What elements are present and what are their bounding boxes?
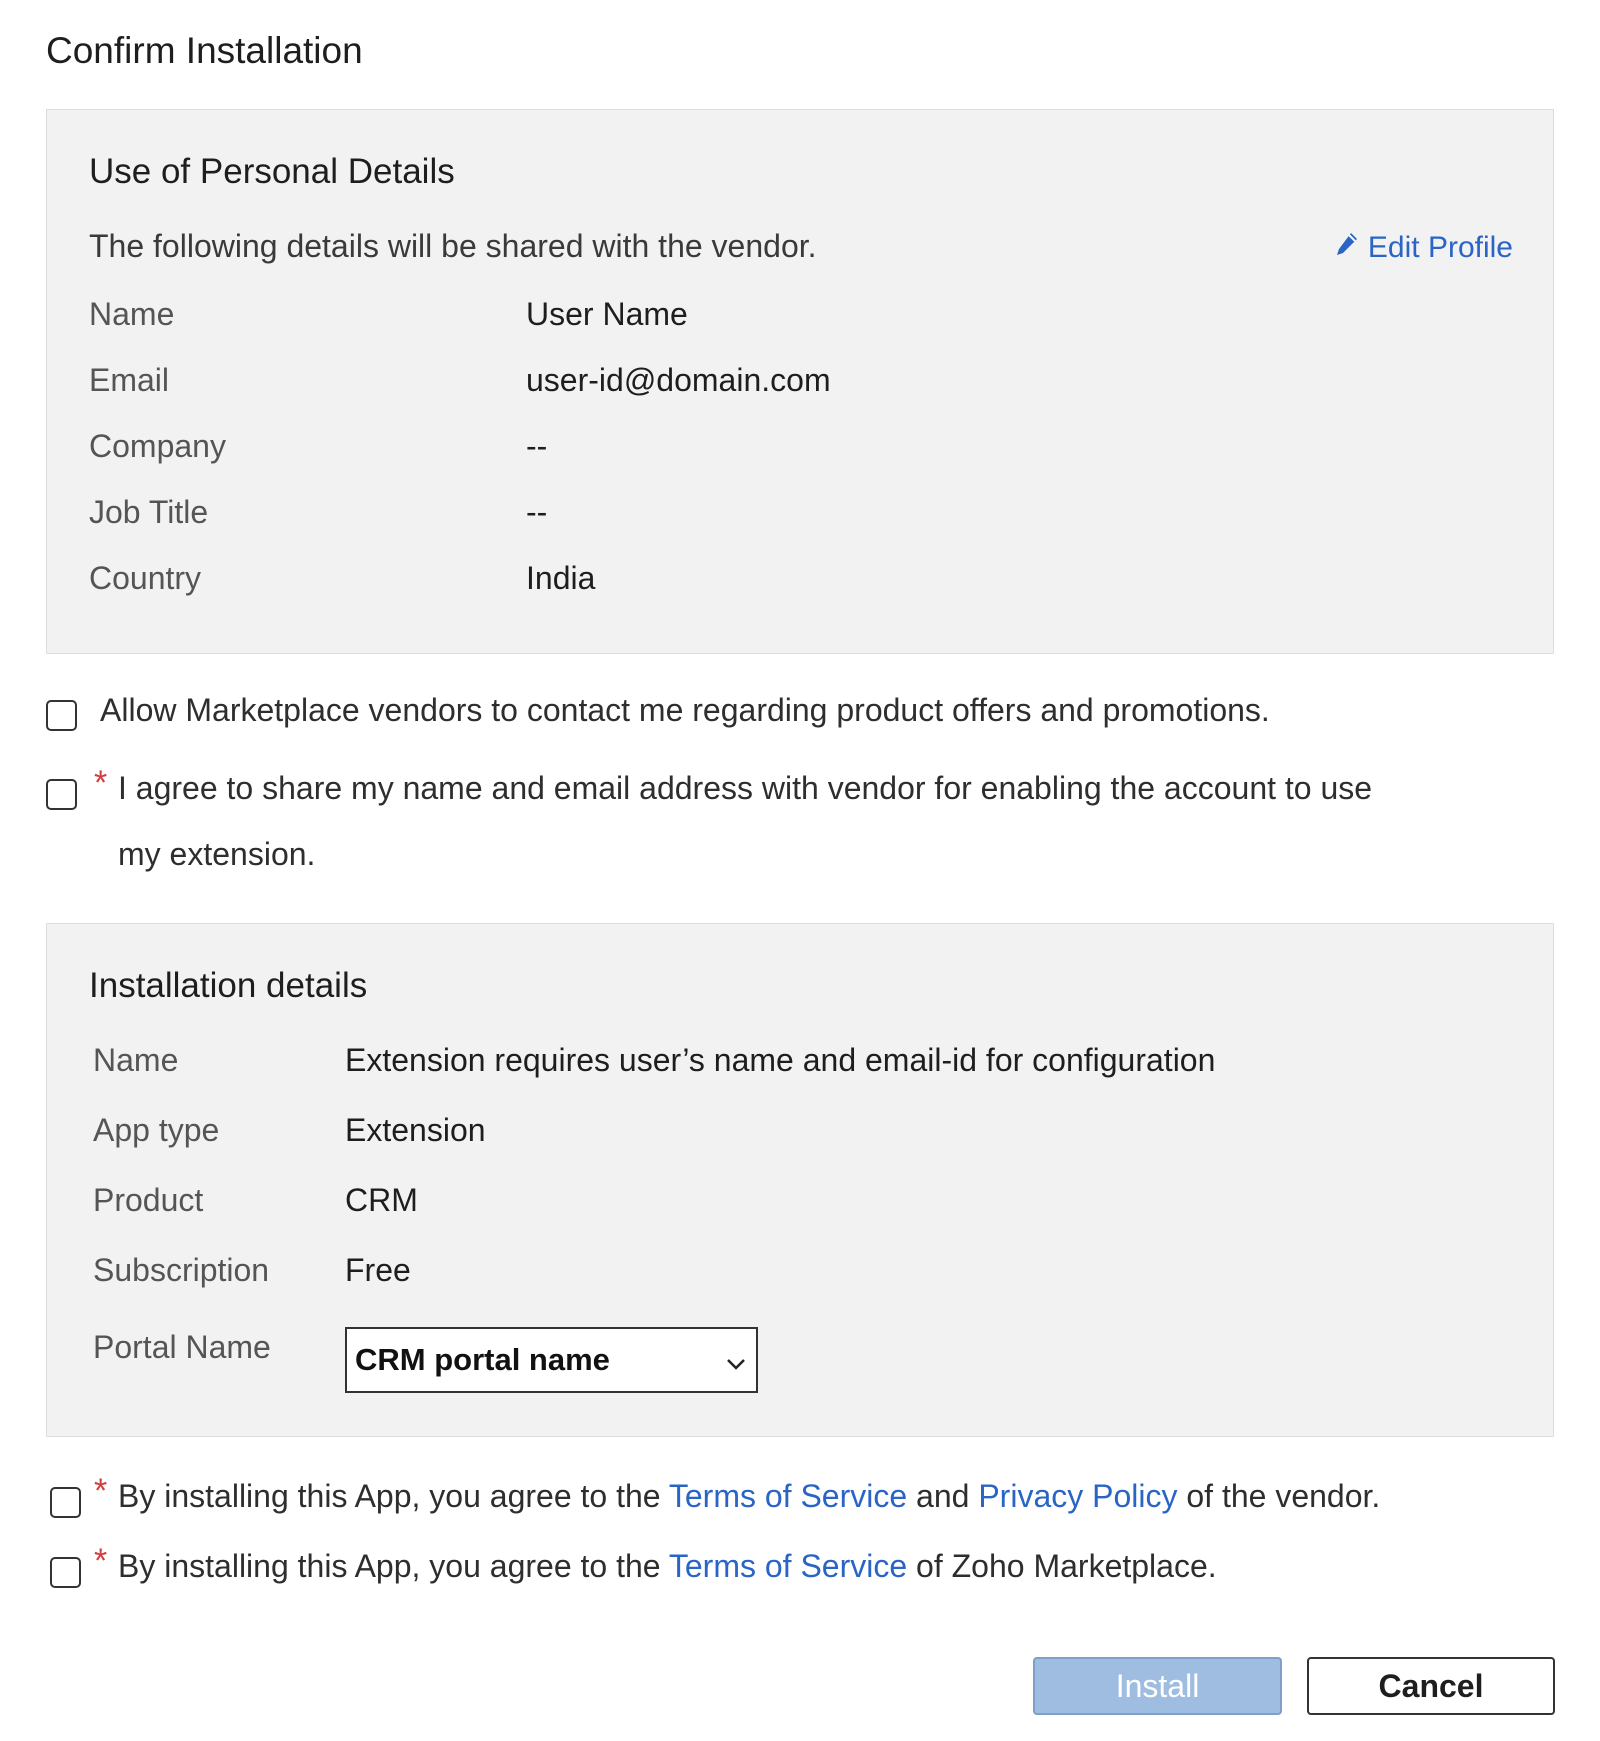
chevron-down-icon — [726, 1342, 746, 1379]
personal-label: Company — [89, 428, 226, 464]
personal-details-heading: Use of Personal Details — [89, 152, 455, 191]
install-value: Extension — [345, 1112, 486, 1148]
personal-label: Name — [89, 296, 175, 332]
vendor-terms-checkbox[interactable] — [50, 1487, 81, 1518]
personal-value: User Name — [526, 296, 688, 332]
install-value: CRM — [345, 1182, 418, 1218]
install-value: Free — [345, 1252, 411, 1288]
edit-profile-link[interactable] — [1334, 230, 1513, 266]
share-consent-label-line1: I agree to share my name and email address with vendor for enabling the account to use — [118, 770, 1373, 806]
marketing-consent-label: Allow Marketplace vendors to contact me regarding product offers and promotions. — [100, 692, 1270, 728]
required-marker: * — [94, 1472, 108, 1510]
zoho-terms-checkbox[interactable] — [50, 1557, 81, 1588]
personal-value: user-id@domain.com — [526, 362, 831, 398]
required-marker: * — [94, 1542, 108, 1580]
portal-name-selected: CRM portal name — [355, 1342, 610, 1377]
portal-name-label: Portal Name — [93, 1329, 271, 1365]
installation-details-panel — [46, 923, 1554, 1437]
personal-value: -- — [526, 428, 548, 464]
install-label: Product — [93, 1182, 204, 1218]
dialog-title: Confirm Installation — [46, 30, 363, 71]
personal-label: Job Title — [89, 494, 209, 530]
personal-label: Country — [89, 560, 202, 596]
zoho-terms-label: By installing this App, you agree to the Terms of Service of Zoho Marketplace. — [118, 1548, 1217, 1584]
install-label: App type — [93, 1112, 220, 1148]
share-consent-label-line2: my extension. — [118, 836, 316, 872]
zoho-terms-of-service-link[interactable]: Terms of Service — [668, 1548, 908, 1584]
install-label: Subscription — [93, 1252, 270, 1288]
cancel-button[interactable]: Cancel — [1307, 1657, 1555, 1715]
install-button[interactable]: Install — [1033, 1657, 1282, 1715]
personal-value: -- — [526, 494, 548, 530]
vendor-terms-of-service-link[interactable]: Terms of Service — [668, 1478, 908, 1514]
pencil-icon — [1334, 230, 1360, 266]
personal-label: Email — [89, 362, 170, 398]
share-consent-checkbox[interactable] — [46, 779, 77, 810]
install-value: Extension requires user’s name and email-id for configuration — [345, 1042, 1216, 1078]
install-label: Name — [93, 1042, 179, 1078]
shared-details-note: The following details will be shared with the vendor. — [89, 228, 817, 264]
personal-details-panel — [46, 109, 1554, 654]
required-marker: * — [94, 764, 108, 802]
vendor-terms-label: By installing this App, you agree to the Terms of Service and Privacy Policy of the vendor. — [118, 1478, 1381, 1514]
personal-value: India — [526, 560, 596, 596]
installation-details-heading: Installation details — [89, 966, 368, 1005]
marketing-consent-checkbox[interactable] — [46, 700, 77, 731]
edit-profile-label: Edit Profile — [1367, 231, 1513, 264]
portal-name-select[interactable] — [345, 1327, 758, 1393]
vendor-privacy-policy-link[interactable]: Privacy Policy — [978, 1478, 1178, 1514]
